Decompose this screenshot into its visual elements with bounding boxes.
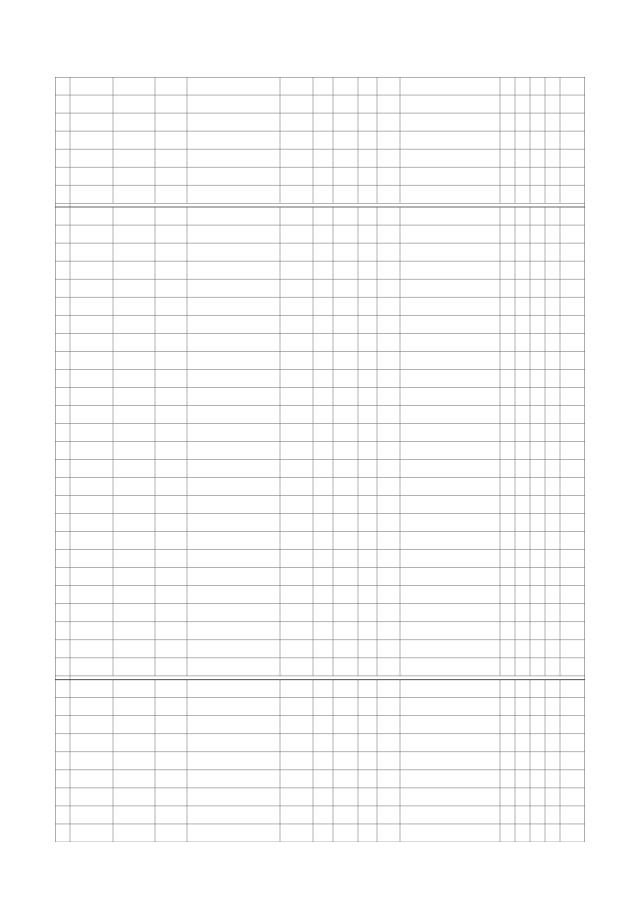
document-table [55, 77, 585, 842]
